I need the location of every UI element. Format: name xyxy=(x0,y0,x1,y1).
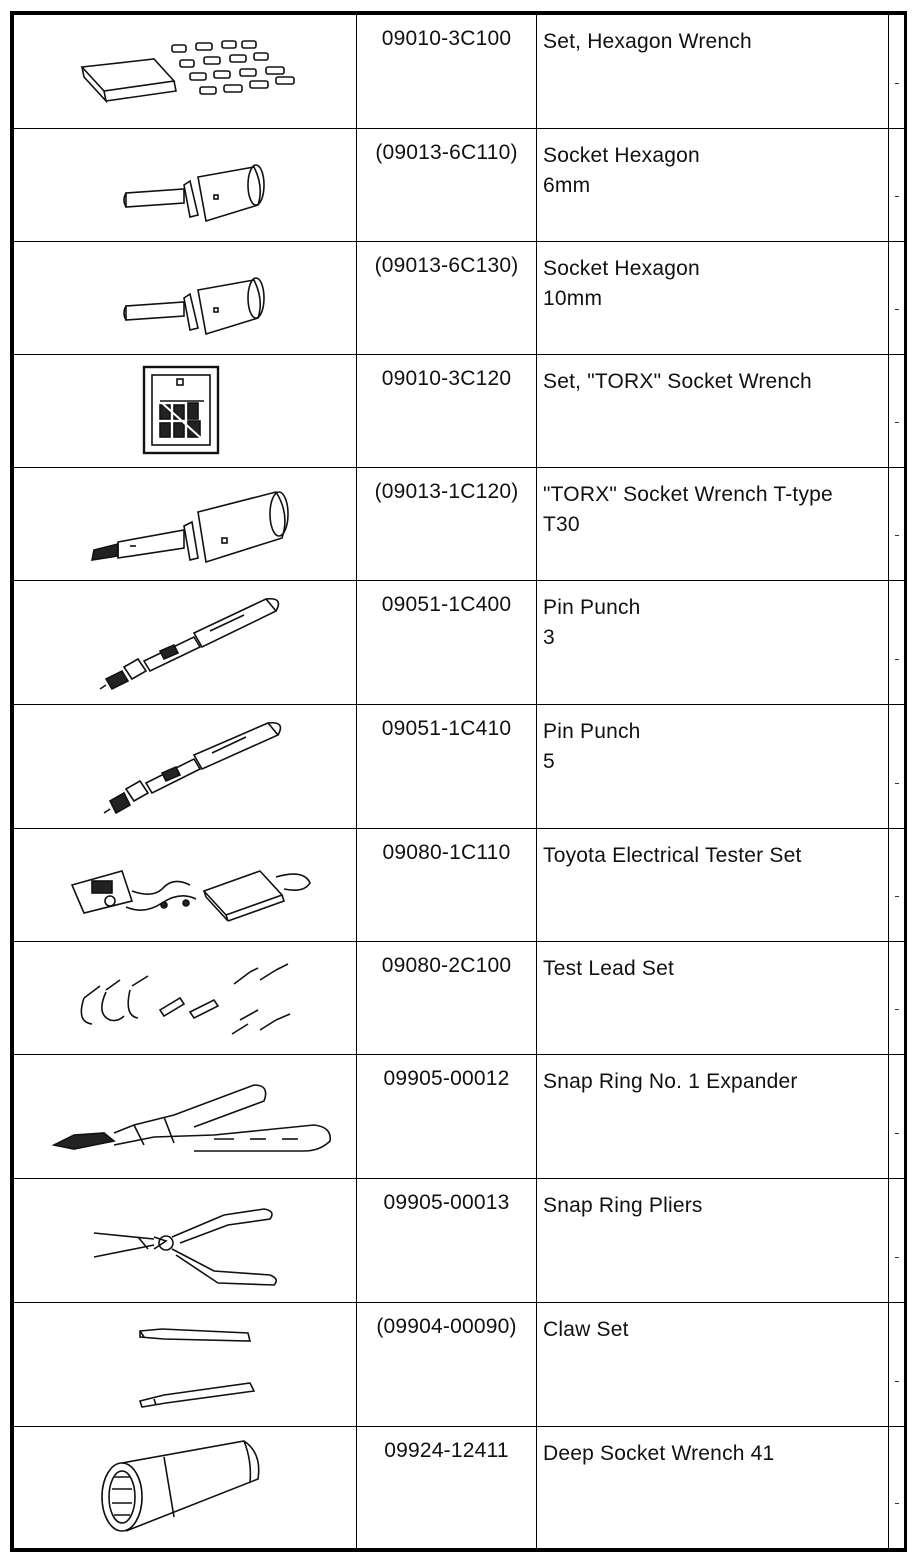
tool-illustration-cell xyxy=(14,705,357,829)
dash-mark xyxy=(895,422,899,423)
tool-name-line: Socket Hexagon xyxy=(543,144,700,167)
deep-socket-wrench-icon xyxy=(14,1427,357,1545)
side-column xyxy=(889,705,905,829)
tool-name-line: Set, "TORX" Socket Wrench xyxy=(543,370,812,393)
part-number: (09013-6C130) xyxy=(357,242,537,355)
part-number: 09924-12411 xyxy=(357,1427,537,1549)
side-column xyxy=(889,242,905,355)
tool-name xyxy=(537,15,889,129)
side-column xyxy=(889,942,905,1055)
tool-name xyxy=(537,1303,889,1427)
side-column xyxy=(889,355,905,468)
dash-mark xyxy=(895,783,899,784)
part-number: (09904-00090) xyxy=(357,1303,537,1427)
part-number: (09013-1C120) xyxy=(357,468,537,581)
tool-illustration-cell xyxy=(14,1179,357,1303)
dash-mark xyxy=(895,309,899,310)
tool-illustration-cell xyxy=(14,129,357,242)
side-column xyxy=(889,829,905,942)
table-row xyxy=(14,942,905,1055)
electrical-tester-icon xyxy=(14,829,357,937)
side-column xyxy=(889,581,905,705)
snap-ring-pliers-icon xyxy=(14,1179,357,1299)
part-number: (09013-6C110) xyxy=(357,129,537,242)
tool-name-line: Claw Set xyxy=(543,1318,629,1341)
tool-name-line: Set, Hexagon Wrench xyxy=(543,30,752,53)
side-column xyxy=(889,1055,905,1179)
tool-name-line: "TORX" Socket Wrench T-type xyxy=(543,483,833,506)
tool-name xyxy=(537,1055,889,1179)
pin-punch-icon xyxy=(14,581,357,701)
part-number: 09010-3C120 xyxy=(357,355,537,468)
tool-illustration-cell xyxy=(14,1427,357,1549)
table-row xyxy=(14,129,905,242)
tool-name xyxy=(537,942,889,1055)
tool-illustration-cell xyxy=(14,355,357,468)
dash-mark xyxy=(895,83,899,84)
tool-name-line: 5 xyxy=(543,750,555,773)
side-column xyxy=(889,129,905,242)
torx-socket-set-icon xyxy=(14,355,357,463)
dash-mark xyxy=(895,1381,899,1382)
tool-illustration-cell xyxy=(14,242,357,355)
torx-socket-wrench-icon xyxy=(14,468,357,576)
tool-name xyxy=(537,468,889,581)
table-row xyxy=(14,1179,905,1303)
tool-illustration-cell xyxy=(14,468,357,581)
tool-name xyxy=(537,581,889,705)
hexagon-wrench-set-icon xyxy=(14,15,357,125)
tool-illustration-cell xyxy=(14,15,357,129)
table-row xyxy=(14,829,905,942)
tool-name-line: Snap Ring Pliers xyxy=(543,1194,703,1217)
table-row xyxy=(14,242,905,355)
tool-illustration-cell xyxy=(14,942,357,1055)
tool-name-line: Socket Hexagon xyxy=(543,257,700,280)
part-number: 09905-00012 xyxy=(357,1055,537,1179)
pin-punch-icon xyxy=(14,705,357,825)
part-number: 09905-00013 xyxy=(357,1179,537,1303)
tool-name-line: T30 xyxy=(543,513,580,536)
table-row xyxy=(14,1427,905,1549)
part-number: 09080-1C110 xyxy=(357,829,537,942)
table-row xyxy=(14,468,905,581)
side-column xyxy=(889,1427,905,1549)
tool-name-line: Toyota Electrical Tester Set xyxy=(543,844,802,867)
tool-name-line: 10mm xyxy=(543,287,603,310)
dash-mark xyxy=(895,896,899,897)
tool-name-line: Deep Socket Wrench 41 xyxy=(543,1442,775,1465)
table-row xyxy=(14,581,905,705)
table-row xyxy=(14,1303,905,1427)
tool-name xyxy=(537,705,889,829)
tool-name xyxy=(537,242,889,355)
tool-name-line: Test Lead Set xyxy=(543,957,675,980)
table-row xyxy=(14,1055,905,1179)
dash-mark xyxy=(895,1503,899,1504)
tool-name xyxy=(537,1427,889,1549)
claw-set-icon xyxy=(14,1303,357,1423)
side-column xyxy=(889,468,905,581)
part-number: 09051-1C400 xyxy=(357,581,537,705)
dash-mark xyxy=(895,1009,899,1010)
part-number: 09010-3C100 xyxy=(357,15,537,129)
part-number: 09051-1C410 xyxy=(357,705,537,829)
dash-mark xyxy=(895,1133,899,1134)
special-tools-table xyxy=(13,14,905,1549)
test-lead-set-icon xyxy=(14,942,357,1050)
dash-mark xyxy=(895,196,899,197)
side-column xyxy=(889,1179,905,1303)
tool-illustration-cell xyxy=(14,581,357,705)
table-row xyxy=(14,705,905,829)
tool-name-line: 6mm xyxy=(543,174,591,197)
table-row xyxy=(14,15,905,129)
tool-illustration-cell xyxy=(14,829,357,942)
tool-name-line: 3 xyxy=(543,626,555,649)
tool-name-line: Pin Punch xyxy=(543,720,641,743)
tool-name-line: Pin Punch xyxy=(543,596,641,619)
dash-mark xyxy=(895,1257,899,1258)
socket-hexagon-icon xyxy=(14,129,357,237)
side-column xyxy=(889,1303,905,1427)
tool-name xyxy=(537,1179,889,1303)
tool-name xyxy=(537,355,889,468)
side-column xyxy=(889,15,905,129)
snap-ring-expander-icon xyxy=(14,1055,357,1175)
tool-illustration-cell xyxy=(14,1055,357,1179)
tool-illustration-cell xyxy=(14,1303,357,1427)
table-row xyxy=(14,355,905,468)
socket-hexagon-icon xyxy=(14,242,357,350)
tool-table-frame xyxy=(10,11,907,1552)
tool-name-line: Snap Ring No. 1 Expander xyxy=(543,1070,798,1093)
tool-name xyxy=(537,829,889,942)
part-number: 09080-2C100 xyxy=(357,942,537,1055)
dash-mark xyxy=(895,659,899,660)
tool-name xyxy=(537,129,889,242)
dash-mark xyxy=(895,535,899,536)
